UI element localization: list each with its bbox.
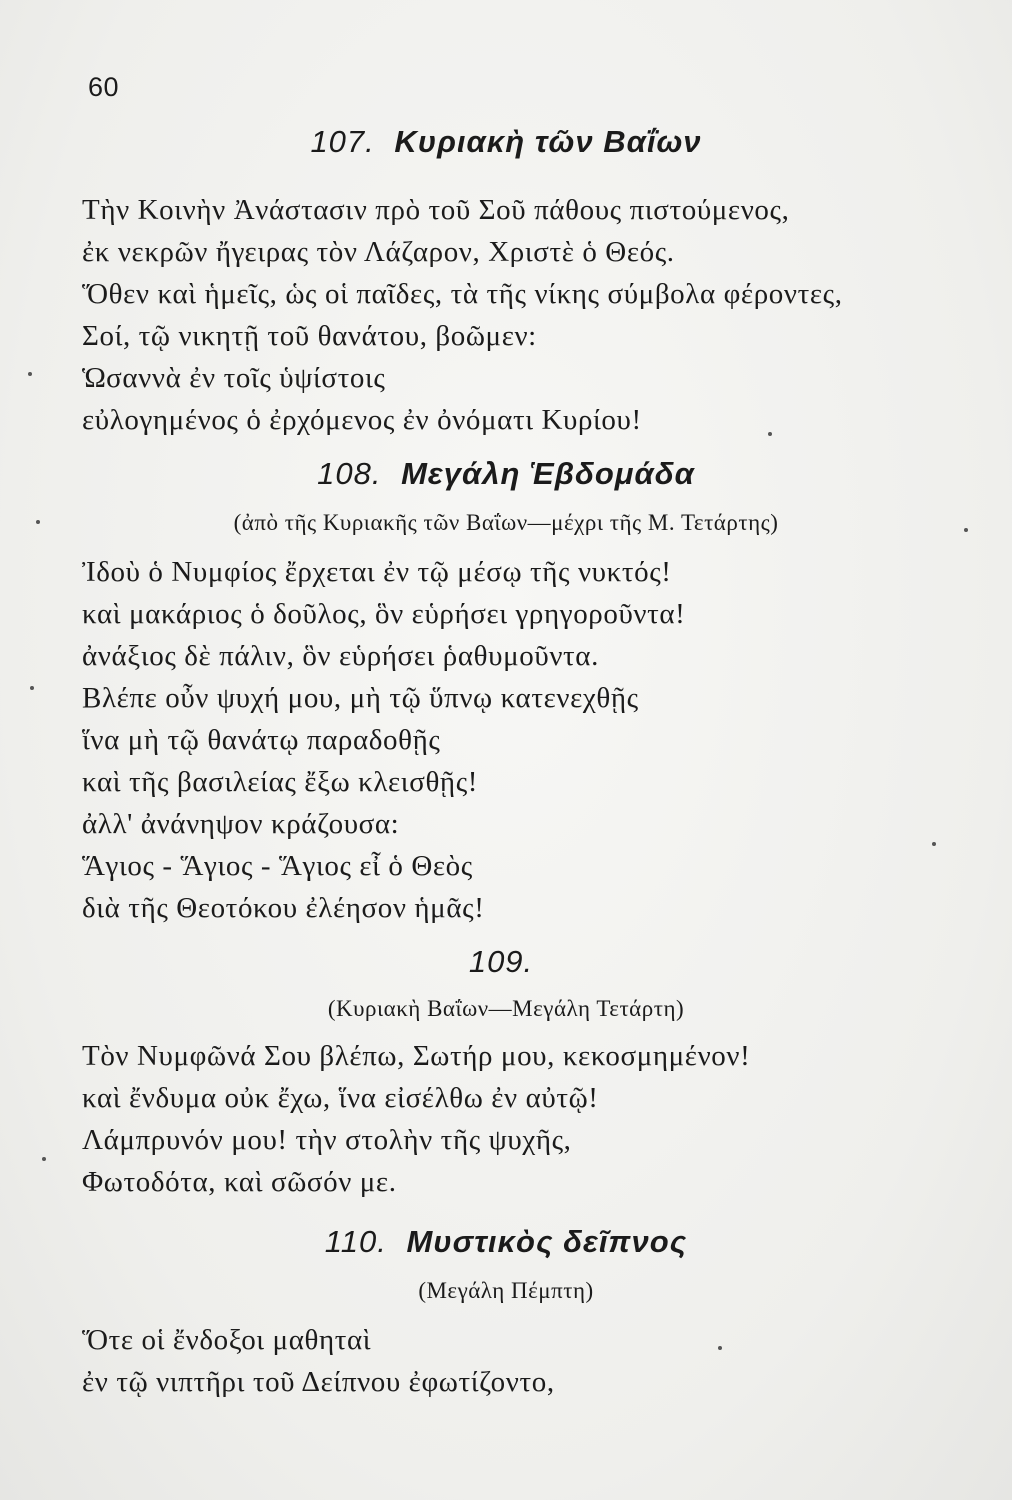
paper-speck [718, 1346, 722, 1350]
section-number: 110. [324, 1224, 387, 1259]
verse-line: ἀνάξιος δὲ πάλιν, ὃν εὑρήσει ῥαθυμοῦντα. [82, 640, 599, 672]
paper-speck [28, 372, 32, 376]
paper-speck [932, 842, 936, 846]
section-subtitle: (ἀπὸ τῆς Κυριακῆς τῶν Βαΐων—μέχρι τῆς Μ. Τετάρτης) [233, 510, 779, 535]
verse-line: καὶ τῆς βασιλείας ἔξω κλεισθῇς! [82, 766, 479, 798]
verse-line: Ὡσαννὰ ἐν τοῖς ὑψίστοις [82, 362, 386, 394]
verse-line: Βλέπε οὖν ψυχή μου, μὴ τῷ ὕπνῳ κατενεχθῇς [82, 682, 639, 714]
verse-line: Ὅτε οἱ ἔνδοξοι μαθηταὶ [82, 1324, 372, 1356]
section-subtitle: (Κυριακὴ Βαΐων—Μεγάλη Τετάρτη) [327, 996, 685, 1021]
verse-line: Σοί, τῷ νικητῇ τοῦ θανάτου, βοῶμεν: [82, 320, 537, 352]
paper-speck [768, 432, 772, 436]
section-number: 107. [310, 124, 375, 159]
verse-line: Ἅγιος - Ἅγιος - Ἅγιος εἶ ὁ Θεὸς [82, 850, 473, 882]
section-title: Μυστικὸς δεῖπνος [406, 1224, 688, 1259]
page-number: 60 [88, 72, 120, 102]
paper-speck [36, 520, 40, 524]
verse-line: Ἰδοὺ ὁ Νυμφίος ἔρχεται ἐν τῷ μέσῳ τῆς νυκτός! [82, 556, 672, 588]
verse-line: εὐλογημένος ὁ ἐρχόμενος ἐν ὀνόματι Κυρίου! [82, 404, 642, 436]
section-109-heading [0, 944, 1012, 980]
section-108-heading [0, 456, 1012, 492]
verse-line: Ὅθεν καὶ ἡμεῖς, ὡς οἱ παῖδες, τὰ τῆς νίκης σύμβολα φέροντες, [82, 278, 843, 310]
verse-line: ἀλλ' ἀνάνηψον κράζουσα: [82, 808, 400, 840]
verse-line: ἵνα μὴ τῷ θανάτῳ παραδοθῇς [82, 724, 441, 756]
section-number: 109. [468, 944, 534, 979]
verse-line: Φωτοδότα, καὶ σῶσόν με. [82, 1166, 397, 1198]
paper-speck [30, 686, 34, 690]
section-title: Κυριακὴ τῶν Βαΐων [394, 124, 702, 159]
verse-line: ἐν τῷ νιπτῆρι τοῦ Δείπνου ἐφωτίζοντο, [82, 1366, 555, 1398]
verse-line: ἐκ νεκρῶν ἤγειρας τὸν Λάζαρον, Χριστὲ ὁ Θεός. [82, 236, 675, 268]
verse-line: καὶ μακάριος ὁ δοῦλος, ὃν εὑρήσει γρηγοροῦντα! [82, 598, 686, 630]
section-110-heading [0, 1224, 1012, 1260]
verse-line: Τὴν Κοινὴν Ἀνάστασιν πρὸ τοῦ Σοῦ πάθους πιστούμενος, [82, 194, 790, 226]
verse-line: Τὸν Νυμφῶνά Σου βλέπω, Σωτήρ μου, κεκοσμημένον! [82, 1040, 751, 1072]
verse-line: διὰ τῆς Θεοτόκου ἐλέησον ἡμᾶς! [82, 892, 485, 924]
section-subtitle: (Μεγάλη Πέμπτη) [418, 1278, 594, 1303]
paper-speck [964, 528, 968, 532]
verse-line: καὶ ἔνδυμα οὐκ ἔχω, ἵνα εἰσέλθω ἐν αὐτῷ! [82, 1082, 599, 1114]
paper-speck [42, 1157, 46, 1161]
section-107-heading [0, 124, 1012, 160]
section-title: Μεγάλη Ἑβδομάδα [401, 456, 695, 491]
verse-line: Λάμπρυνόν μου! τὴν στολὴν τῆς ψυχῆς, [82, 1124, 572, 1156]
section-number: 108. [317, 456, 382, 491]
